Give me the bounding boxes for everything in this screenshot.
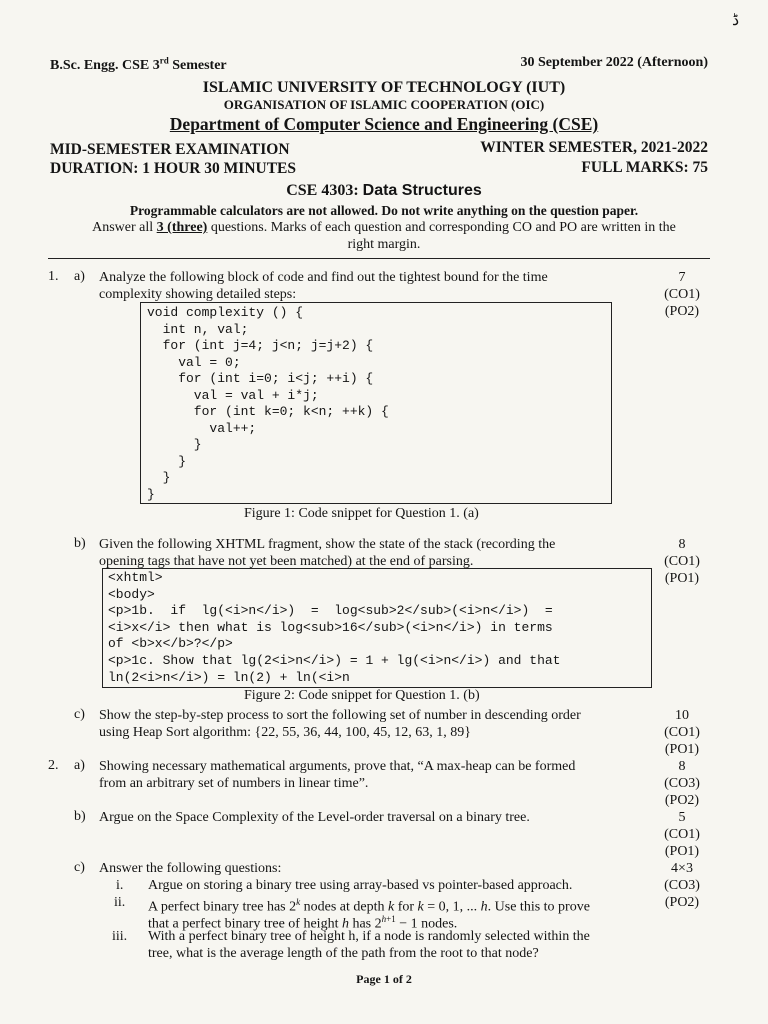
code-1-line: for (int k=0; k<n; ++k) { [147, 404, 389, 419]
code-1-line: void complexity () { [147, 305, 304, 320]
q1b-text: Given the following XHTML fragment, show the state of the stack (recording the opening tags that have not yet been matched) at the end of parsing. [99, 537, 556, 569]
q2b-text: Argue on the Space Complexity of the Level-order traversal on a binary tree. [99, 810, 530, 825]
instruction-note-2: Answer all 3 (three) questions. Marks of each question and corresponding CO and PO are written in the right margin. [92, 220, 676, 252]
code-2-line: ln(2<i>n</i>) = ln(2) + ln(<i>n [108, 669, 350, 685]
q1b-marks: 8 (CO1) (PO1) [664, 537, 700, 586]
course-name: Data Structures [362, 182, 482, 199]
department-name: Department of Computer Science and Engineering (CSE) [169, 114, 599, 134]
q1-number: 1. [48, 269, 59, 284]
code-1-line: int n, val; [147, 321, 249, 337]
q2c-item-i: i. Argue on storing a binary tree using array-based vs pointer-based approach. [116, 878, 573, 893]
q1a-marks: 7 (CO1) (PO2) [664, 270, 700, 319]
course-code: CSE 4303: [286, 182, 363, 199]
q2c-item-ii: ii. A perfect binary tree has 2$^k$ nodes at depth k for k = 0, 1, ... h. Use this to prove that a perfect binary tree of height h has $2^{h+1} - 1$ nodes. [114, 895, 590, 932]
code-1-line: } [147, 453, 187, 469]
code-2-line: <p>1c. Show that lg(2<i>n</i>) = 1 + lg(<i>n</i>) and that [108, 652, 561, 668]
code-1-line: for (int i=0; i<j; ++i) { [147, 371, 374, 386]
page-number: Page 1 of 2 [356, 972, 412, 986]
code-1-line: val = val + i*j; [147, 387, 319, 403]
code-2-line: <i>x</i> then what is log<sub>16</sub>(<i>n</i>) in terms [108, 619, 553, 635]
code-2-line: <xhtml> [108, 570, 163, 585]
instruction-note-1: Programmable calculators are not allowed. Do not write anything on the question paper. [129, 203, 639, 218]
q1a-text: Analyze the following block of code and find out the tightest bound for the time complexity showing detailed steps: [99, 270, 548, 302]
code-1-line: for (int j=4; j<n; j=j+2) { [147, 338, 374, 353]
corner-mark: ڈ [732, 12, 740, 29]
header-divider [48, 258, 710, 259]
semester: WINTER SEMESTER, 2021-2022 [480, 139, 708, 156]
code-2-line: of <b>x</b>?</p> [108, 636, 233, 652]
q1b-label: b) [74, 536, 86, 551]
course-title [0, 182, 768, 200]
q1c-label: c) [74, 707, 85, 722]
q1a-label: a) [74, 269, 85, 284]
q2b-marks: 5 (CO1) (PO1) [664, 810, 700, 859]
q2-number: 2. [48, 758, 59, 773]
code-1-line: } [147, 486, 155, 502]
q2b-label: b) [74, 809, 86, 824]
code-snippet-2 [102, 568, 652, 688]
q2c-item-ii-line1: A perfect binary tree has 2$^k$ nodes at depth k for k = 0, 1, ... h. Use this to prove [148, 897, 590, 915]
q2c-label: c) [74, 860, 85, 875]
q2c-subitems [112, 877, 662, 962]
exam-type: MID-SEMESTER EXAMINATION [50, 141, 290, 158]
code-1-line: } [147, 437, 202, 452]
figure-1-caption: Figure 1: Code snippet for Question 1. (a) [244, 506, 479, 521]
q2c-item-iii: iii. With a perfect binary tree of height h, if a node is randomly selected within the tree, what is the average length of the path from the root to that node? [112, 929, 590, 961]
program-label: B.Sc. Engg. CSE 3rd Semester [50, 55, 227, 73]
duration: DURATION: 1 HOUR 30 MINUTES [50, 160, 297, 177]
code-2-line: <body> [108, 586, 155, 602]
q2a-label: a) [74, 758, 85, 773]
full-marks: FULL MARKS: 75 [581, 159, 708, 176]
q2a-text: Showing necessary mathematical arguments, prove that, “A max-heap can be formed from an arbitrary set of numbers in linear time”. [99, 759, 576, 791]
q2c-item-ii-line2: that a perfect binary tree of height h has $2^{h+1} - 1$ nodes. [148, 914, 458, 932]
q2a-marks: 8 (CO3) (PO2) [664, 759, 700, 808]
code-snippet-1 [140, 302, 612, 504]
code-1-line: val = 0; [147, 354, 241, 370]
code-1-line: val++; [147, 420, 257, 436]
q2c-text: Answer the following questions: [99, 861, 282, 876]
q1c-marks: 10 (CO1) (PO1) [664, 708, 700, 757]
header-top-row [50, 55, 708, 74]
exam-date: 30 September 2022 (Afternoon) [520, 55, 708, 70]
code-1-line: } [147, 470, 171, 485]
code-2-line: <p>1b. if lg(<i>n</i>) = log<sub>2</sub>(<i>n</i>) = [108, 603, 553, 619]
figure-2-caption: Figure 2: Code snippet for Question 1. (b) [244, 688, 480, 703]
organisation-name: ORGANISATION OF ISLAMIC COOPERATION (OIC) [223, 97, 545, 112]
q2c-marks: 4×3 (CO3) (PO2) [664, 861, 700, 910]
university-name: ISLAMIC UNIVERSITY OF TECHNOLOGY (IUT) [202, 79, 566, 96]
q1c-text: Show the step-by-step process to sort the following set of number in descending order using Heap Sort algorithm: {22, 55, 36, 44, 100, 45, 12, 63, 1, 89} [99, 708, 581, 740]
